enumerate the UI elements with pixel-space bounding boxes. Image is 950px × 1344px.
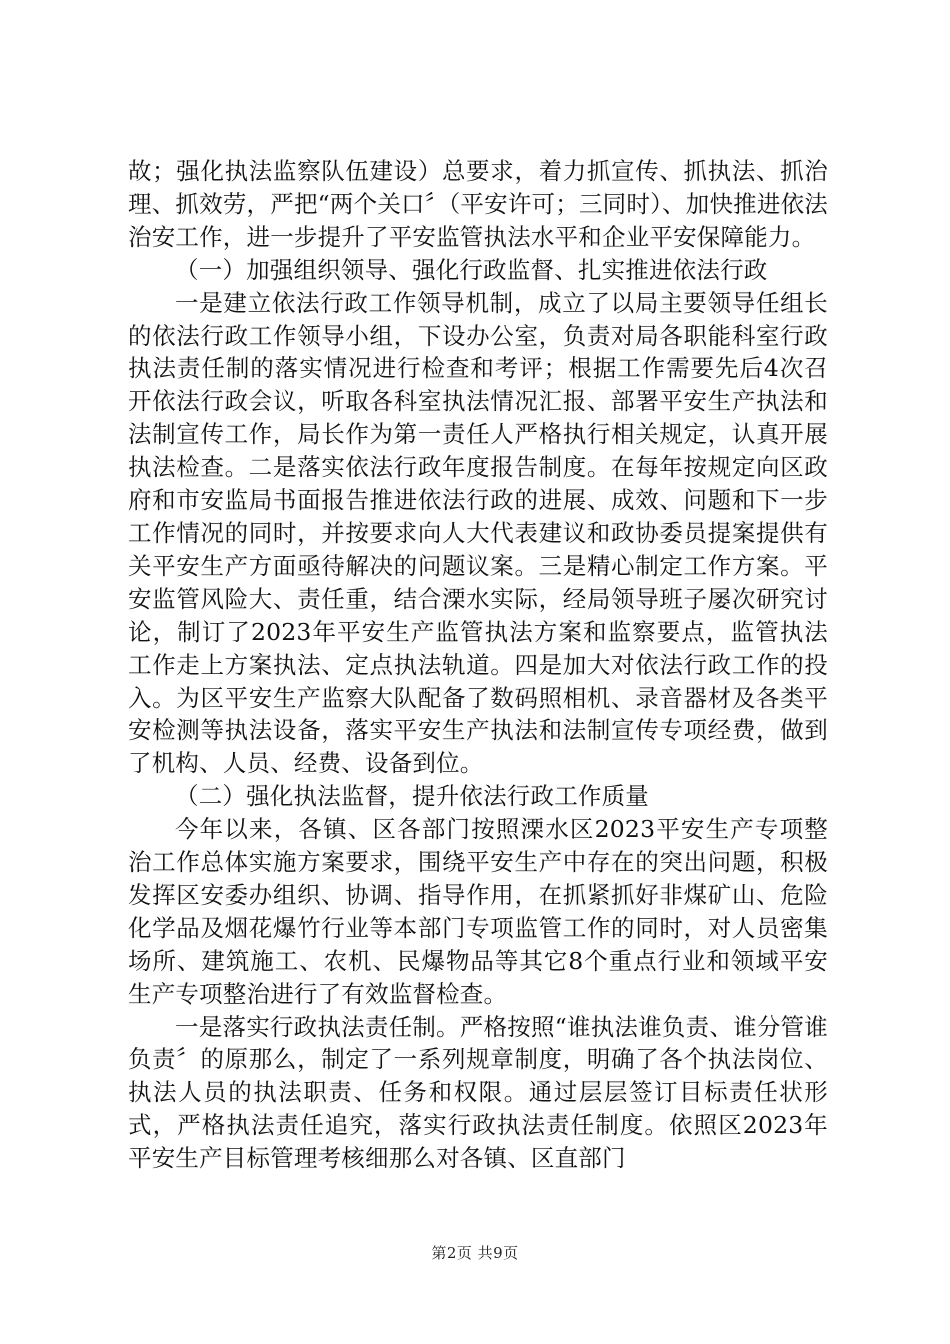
paragraph-intro: 故；强化执法监察队伍建设）总要求，着力抓宣传、抓执法、抓治理、抓效劳，严把“两个关口〞（平安许可；三同时）、加快推进依法治安工作，进一步提升了平安监管执法水平和企业平安保障能力。 (128, 157, 828, 251)
paragraph-section-2-item-1: 一是落实行政执法责任制。严格按照“谁执法谁负责、谁分管谁负责〞的原那么，制定了一系列规章制度，明确了各个执法岗位、执法人员的执法职责、任务和权限。通过层层签订目标责任状形式，严格执法责任追究，落实行政执法责任制度。依照区2023年平安生产目标管理考核细那么对各镇、区直部门 (128, 1012, 828, 1173)
page-footer: 第2页 共9页 (431, 1244, 519, 1262)
section-heading-1: （一）加强组织领导、强化行政监督、扎实推进依法行政 (175, 255, 768, 284)
document-body (128, 155, 828, 1175)
paragraph-section-2-intro: 今年以来，各镇、区各部门按照溧水区2023平安生产专项整治工作总体实施方案要求，围绕平安生产中存在的突出问题，积极发挥区安委办组织、协调、指导作用，在抓紧抓好非煤矿山、危险化学品及烟花爆竹行业等本部门专项监管工作的同时，对人员密集场所、建筑施工、农机、民爆物品等其它8个重点行业和领域平安生产专项整治进行了有效监督检查。 (128, 815, 828, 1008)
paragraph-section-1: 一是建立依法行政工作领导机制，成立了以局主要领导任组长的依法行政工作领导小组，下设办公室，负责对局各职能科室行政执法责任制的落实情况进行检查和考评；根据工作需要先后4次召开依法行政会议，听取各科室执法情况汇报、部署平安生产执法和法制宣传工作，局长作为第一责任人严格执行相关规定，认真开展执法检查。二是落实依法行政年度报告制度。在每年按规定向区政府和市安监局书面报告推进依法行政的进展、成效、问题和下一步工作情况的同时，并按要求向人大代表建议和政协委员提案提供有关平安生产方面亟待解决的问题议案。三是精心制定工作方案。平安监管风险大、责任重，结合溧水实际，经局领导班子屡次研究讨论，制订了2023年平安生产监管执法方案和监察要点，监管执法工作走上方案执法、定点执法轨道。四是加大对依法行政工作的投入。为区平安生产监察大队配备了数码照相机、录音器材及各类平安检测等执法设备，落实平安生产执法和法制宣传专项经费，做到了机构、人员、经费、设备到位。 (128, 288, 828, 778)
section-heading-2: （二）强化执法监督，提升依法行政工作质量 (175, 782, 649, 811)
